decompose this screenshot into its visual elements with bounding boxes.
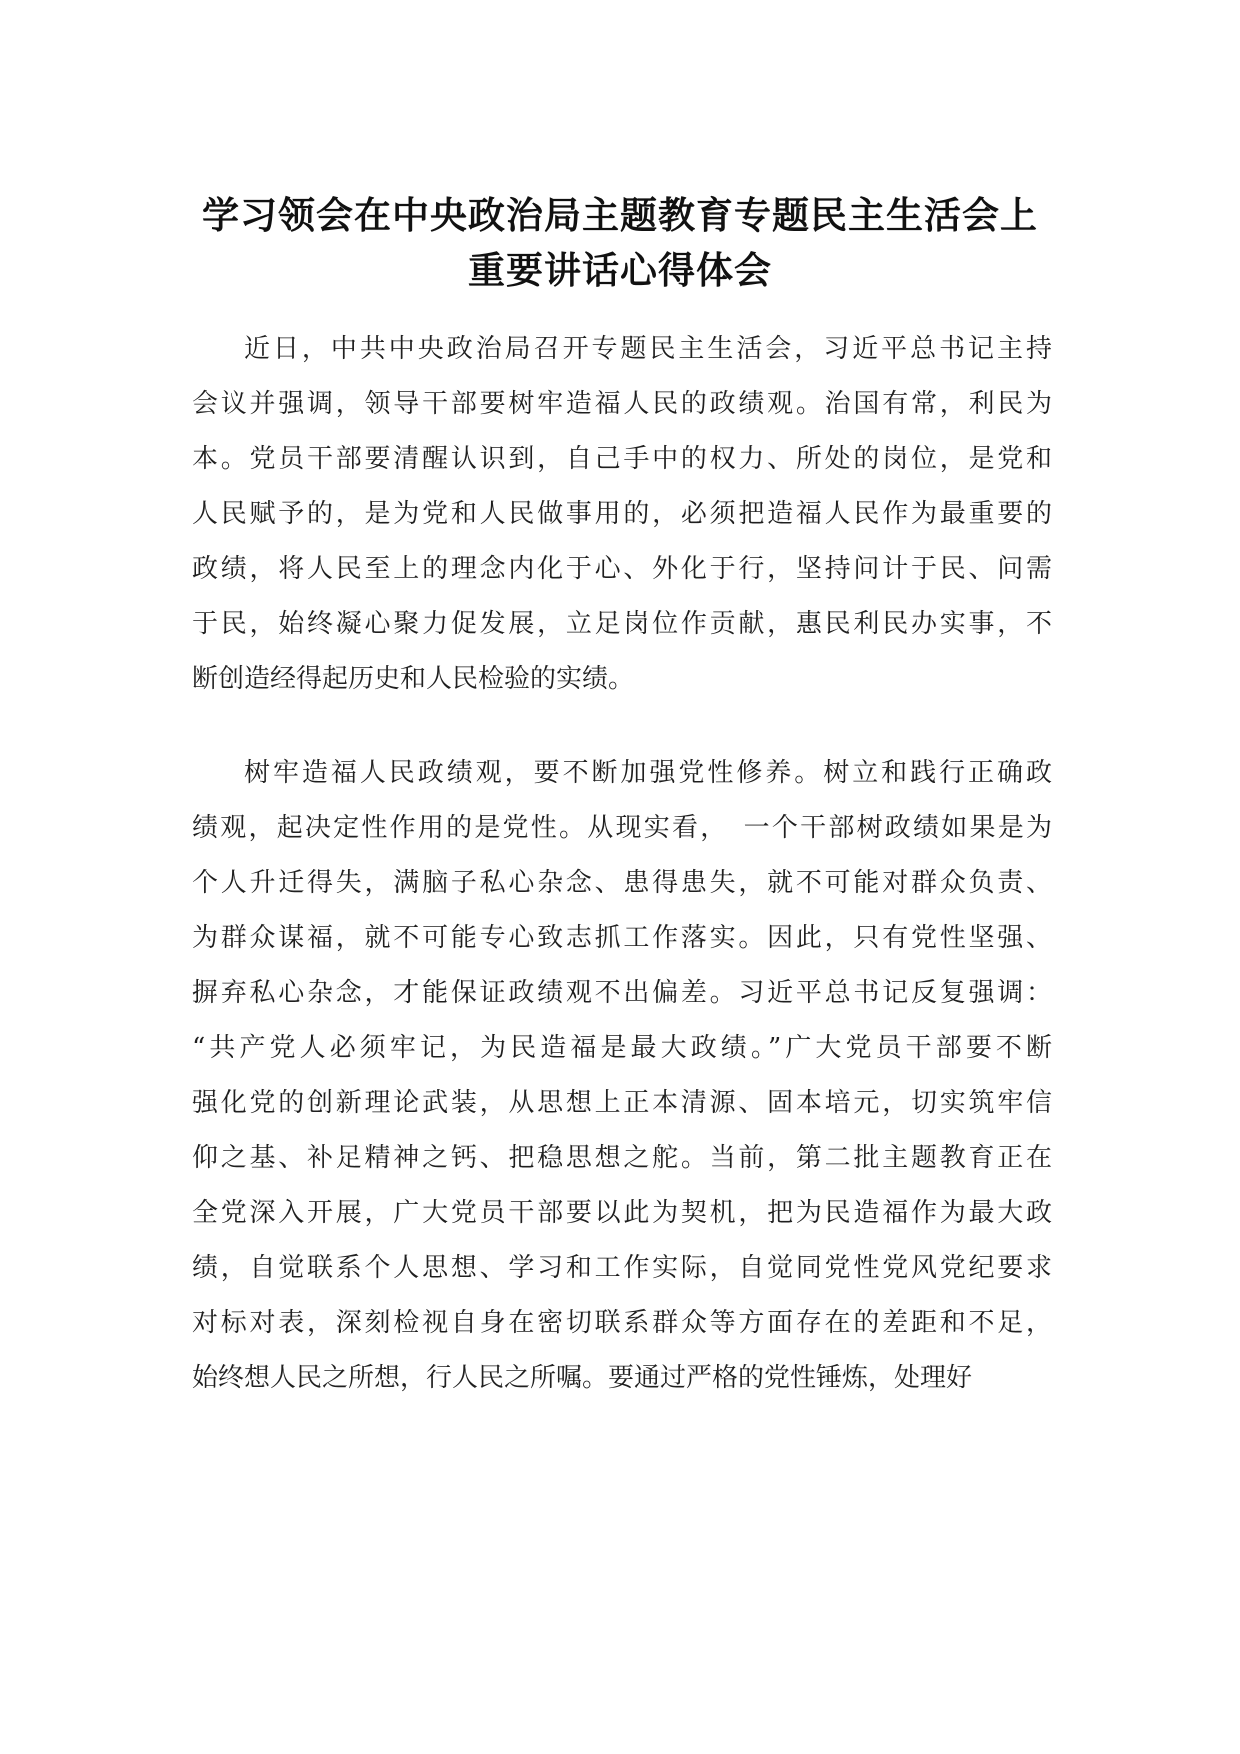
- title-line-2: 重要讲话心得体会: [468, 249, 772, 292]
- paragraph-line: 本。党员干部要清醒认识到，自己手中的权力、所处的岗位，是党和: [192, 444, 1052, 474]
- paragraph-1: [192, 322, 1052, 707]
- paragraph-line: 始终想人民之所想，行人民之所嘱。要通过严格的党性锤炼，处理好: [192, 1363, 973, 1393]
- paragraph-line: 强化党的创新理论武装，从思想上正本清源、固本培元，切实筑牢信: [192, 1088, 1052, 1118]
- paragraph-line: 对标对表，深刻检视自身在密切联系群众等方面存在的差距和不足，: [192, 1308, 1052, 1338]
- title-line-1: 学习领会在中央政治局主题教育专题民主生活会上: [202, 194, 1038, 237]
- paragraph-line: 全党深入开展，广大党员干部要以此为契机，把为民造福作为最大政: [192, 1198, 1052, 1228]
- paragraph-line: 为群众谋福，就不可能专心致志抓工作落实。因此，只有党性坚强、: [192, 923, 1052, 953]
- paragraph-line: “共产党人必须牢记，为民造福是最大政绩。”广大党员干部要不断: [192, 1033, 1052, 1063]
- paragraph-line: 仰之基、补足精神之钙、把稳思想之舵。当前，第二批主题教育正在: [192, 1143, 1052, 1173]
- paragraph-line: 摒弃私心杂念，才能保证政绩观不出偏差。习近平总书记反复强调：: [192, 978, 1052, 1008]
- paragraph-line: 近日，中共中央政治局召开专题民主生活会，习近平总书记主持: [244, 334, 1052, 364]
- paragraph-line: 政绩，将人民至上的理念内化于心、外化于行，坚持问计于民、问需: [192, 554, 1052, 584]
- paragraph-line: 人民赋予的，是为党和人民做事用的，必须把造福人民作为最重要的: [192, 499, 1052, 529]
- paragraph-line: 树牢造福人民政绩观，要不断加强党性修养。树立和践行正确政: [244, 758, 1052, 788]
- paragraph-line: 绩，自觉联系个人思想、学习和工作实际，自觉同党性党风党纪要求: [192, 1253, 1052, 1283]
- paragraph-line: 绩观，起决定性作用的是党性。从现实看， 一个干部树政绩如果是为: [192, 813, 1052, 843]
- paragraph-line: 于民，始终凝心聚力促发展，立足岗位作贡献，惠民利民办实事，不: [192, 609, 1052, 639]
- paragraph-line: 会议并强调，领导干部要树牢造福人民的政绩观。治国有常，利民为: [192, 389, 1052, 419]
- paragraph-line: 个人升迁得失，满脑子私心杂念、患得患失，就不可能对群众负责、: [192, 868, 1052, 898]
- paragraph-line: 断创造经得起历史和人民检验的实绩。: [192, 664, 635, 694]
- paragraph-2: [192, 746, 1052, 1406]
- document-title: [150, 188, 1090, 298]
